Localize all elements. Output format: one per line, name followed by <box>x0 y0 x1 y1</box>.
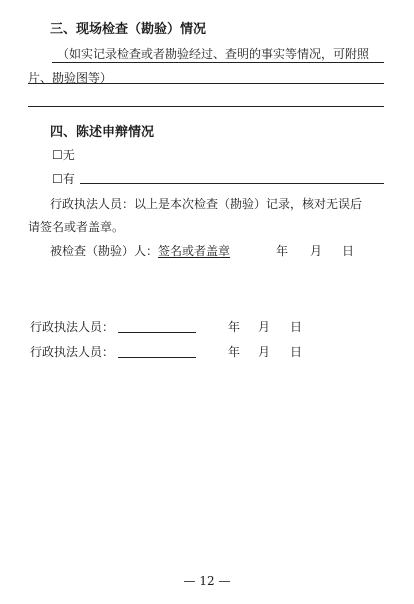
inspected-day: 日 <box>342 244 355 258</box>
officer1-year: 年 <box>228 320 241 334</box>
inspected-sign-field[interactable]: 签名或者盖章 <box>158 244 231 258</box>
inspected-year: 年 <box>276 244 289 258</box>
option-yes-checkbox[interactable]: ☐有 <box>52 172 75 186</box>
section3-note-line1: （如实记录检查或者勘验经过、查明的事实等情况，可附照 <box>57 47 370 61</box>
option-none-checkbox[interactable]: ☐无 <box>52 148 75 162</box>
officer2-year: 年 <box>228 345 241 359</box>
section3-title: 三、现场检查（勘验）情况 <box>50 22 207 37</box>
section3-note-line2: 片、勘验图等） <box>28 71 113 85</box>
officer-signature-field[interactable] <box>118 345 196 358</box>
note-underline-1 <box>52 62 384 63</box>
officer-signature-field[interactable] <box>118 320 196 333</box>
section4-title: 四、陈述申辩情况 <box>50 125 155 140</box>
officer2-day: 日 <box>290 345 303 359</box>
officer2-month: 月 <box>258 345 271 359</box>
confirm-line1: 行政执法人员：以上是本次检查（勘验）记录，核对无误后 <box>50 197 363 211</box>
officer-row-2 <box>30 343 196 360</box>
officer1-month: 月 <box>258 320 271 334</box>
officer1-day: 日 <box>290 320 303 334</box>
page-number: — 12 — <box>183 574 231 588</box>
inspected-row <box>50 242 230 259</box>
inspected-label: 被检查（勘验）人： <box>50 244 159 258</box>
inspected-month: 月 <box>310 244 323 258</box>
option-yes-line <box>80 183 384 184</box>
officer-label: 行政执法人员： <box>30 345 115 359</box>
confirm-line2: 请签名或者盖章。 <box>28 220 125 234</box>
blank-line <box>28 106 384 107</box>
officer-row-1 <box>30 318 196 335</box>
officer-label: 行政执法人员： <box>30 320 115 334</box>
note-underline-2 <box>28 83 384 84</box>
